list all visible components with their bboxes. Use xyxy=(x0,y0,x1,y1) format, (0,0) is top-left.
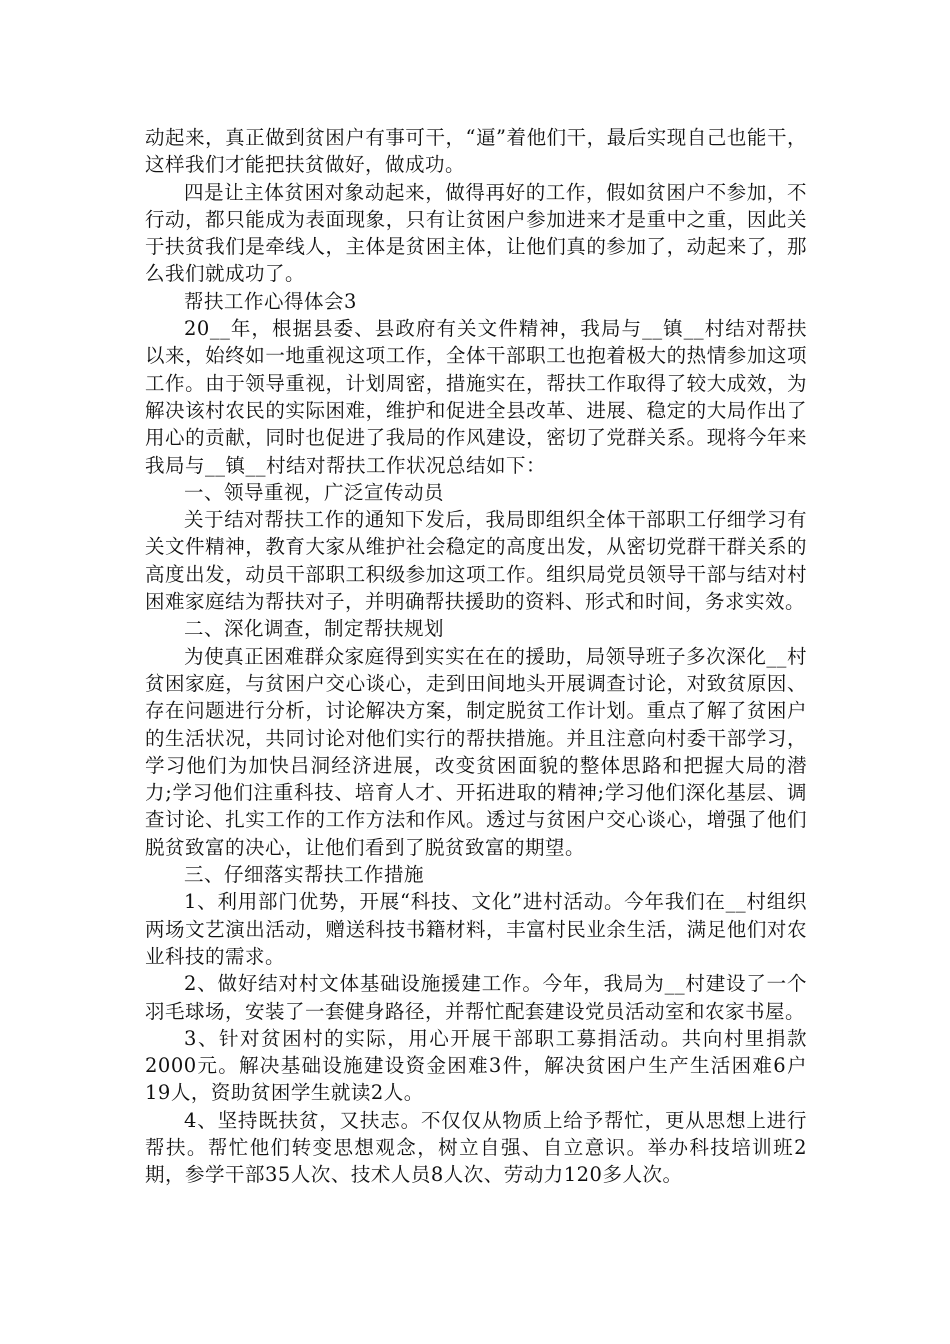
list-item: 2、做好结对村文体基础设施援建工作。今年，我局为__村建设了一个羽毛球场，安装了一套健身路径，并帮忙配套建设党员活动室和农家书屋。 xyxy=(145,972,807,1023)
paragraph: 关于结对帮扶工作的通知下发后，我局即组织全体干部职工仔细学习有关文件精神，教育大家从维护社会稳定的高度出发，从密切党群干群关系的高度出发，动员干部职工积级参加这项工作。组织局党员领导干部与结对村困难家庭结为帮扶对子，并明确帮扶援助的资料、形式和时间，务求实效。 xyxy=(145,508,807,614)
section-title: 帮扶工作心得体会3 xyxy=(184,289,357,313)
paragraph: 为使真正困难群众家庭得到实实在在的援助，局领导班子多次深化__村贫困家庭，与贫困户交心谈心，走到田间地头开展调查讨论，对致贫原因、存在问题进行分析，讨论解决方案，制定脱贫工作计划。重点了解了贫困户的生活状况，共同讨论对他们实行的帮扶措施。并且注意向村委干部学习，学习他们为加快吕洞经济进展，改变贫困面貌的整体思路和把握大局的潜力;学习他们注重科技、培育人才、开拓进取的精神;学习他们深化基层、调查讨论、扎实工作的工作方法和作风。透过与贫困户交心谈心，增强了他们脱贫致富的决心，让他们看到了脱贫致富的期望。 xyxy=(145,644,807,859)
paragraph: 四是让主体贫困对象动起来，做得再好的工作，假如贫困户不参加，不行动，都只能成为表面现象，只有让贫困户参加进来才是重中之重，因此关于扶贫我们是牵线人，主体是贫困主体，让他们真的参加了，动起来了，那么我们就成功了。 xyxy=(145,180,807,286)
section-heading: 三、仔细落实帮扶工作措施 xyxy=(184,863,425,887)
list-item: 1、利用部门优势，开展“科技、文化”进村活动。今年我们在__村组织两场文艺演出活动，赠送科技书籍材料，丰富村民业余生活，满足他们对农业科技的需求。 xyxy=(145,890,807,968)
paragraph: 动起来，真正做到贫困户有事可干，“逼”着他们干，最后实现自己也能干，这样我们才能把扶贫做好，做成功。 xyxy=(145,126,807,177)
paragraph: 20__年，根据县委、县政府有关文件精神，我局与__镇__村结对帮扶以来，始终如一地重视这项工作，全体干部职工也抱着极大的热情参加这项工作。由于领导重视，计划周密，措施实在，帮扶工作取得了较大成效，为解决该村农民的实际困难，维护和促进全县改革、进展、稳定的大局作出了用心的贡献，同时也促进了我局的作风建设，密切了党群关系。现将今年来我局与__镇__村结对帮扶工作状况总结如下： xyxy=(145,317,807,477)
section-heading: 二、深化调查，制定帮扶规划 xyxy=(184,617,445,641)
section-heading: 一、领导重视，广泛宣传动员 xyxy=(184,480,445,504)
list-item: 4、坚持既扶贫，又扶志。不仅仅从物质上给予帮忙，更从思想上进行帮扶。帮忙他们转变思想观念，树立自强、自立意识。举办科技培训班2期，参学干部35人次、技术人员8人次、劳动力120多人次。 xyxy=(145,1108,807,1187)
list-item: 3、针对贫困村的实际，用心开展干部职工募捐活动。共向村里捐款2000元。解决基础设施建设资金困难3件，解决贫困户生产生活困难6户19人，资助贫困学生就读2人。 xyxy=(145,1026,807,1105)
document-body xyxy=(145,124,807,1189)
